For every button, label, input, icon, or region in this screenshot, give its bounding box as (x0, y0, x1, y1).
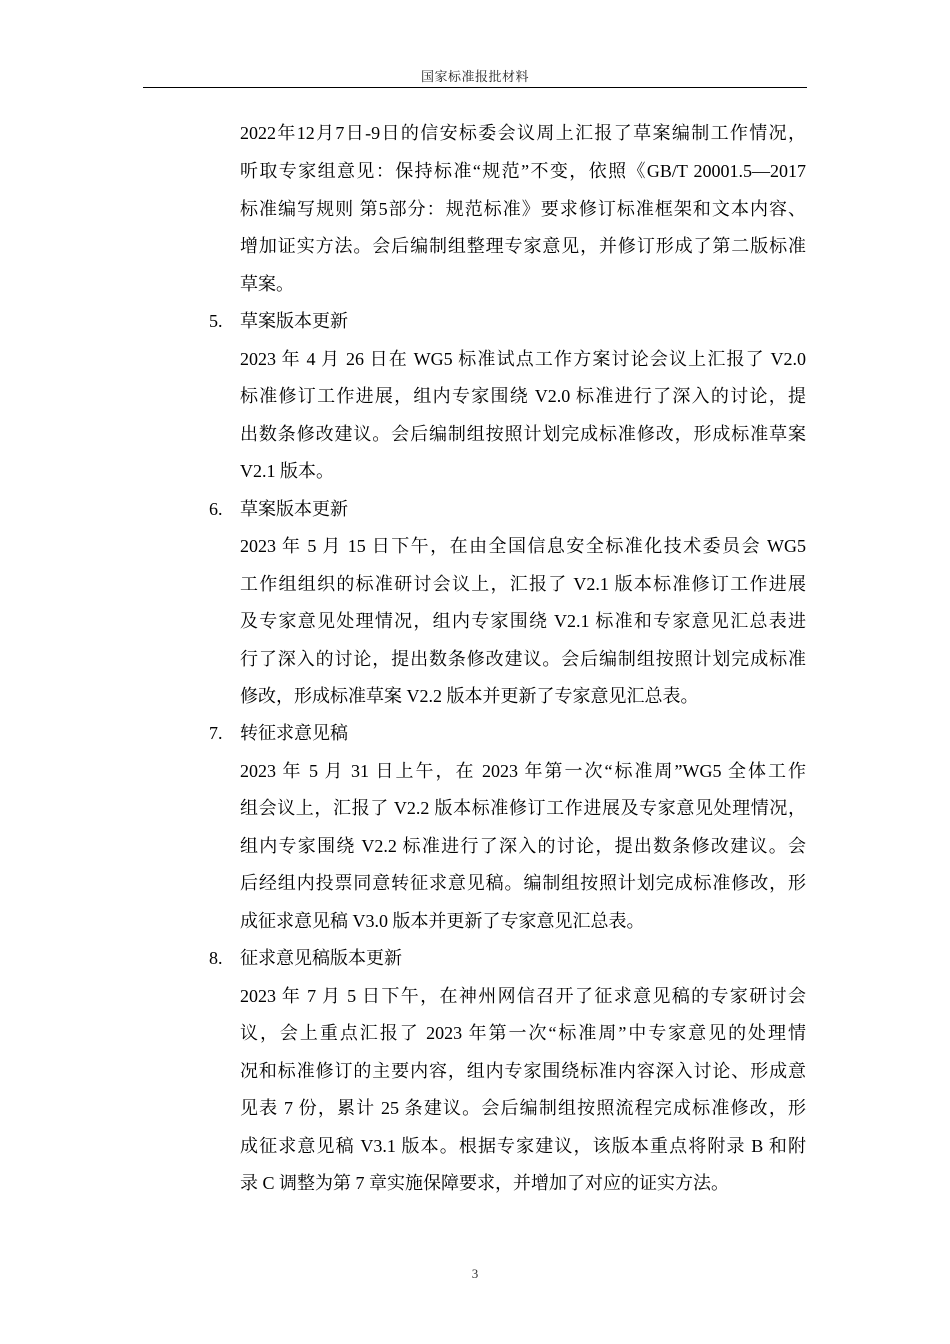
paragraph-line: 2023 年 5 月 15 日下午，在由全国信息安全标准化技术委员会 WG5 (240, 536, 806, 556)
page-number: 3 (471, 1266, 479, 1281)
paragraph-line: 2023 年 4 月 26 日在 WG5 标准试点工作方案讨论会议上汇报了 V2.0 (240, 349, 806, 369)
paragraph-line: 组会议上，汇报了 V2.2 版本标准修订工作进展及专家意见处理情况， (240, 798, 806, 818)
paragraph-line: 议，会上重点汇报了 2023 年第一次“标准周”中专家意见的处理情 (240, 1023, 806, 1043)
item-title: 草案版本更新 (240, 499, 348, 519)
paragraph-line: 成征求意见稿 V3.1 版本。根据专家建议，该版本重点将附录 B 和附 (240, 1136, 806, 1156)
item-number: 6. (209, 499, 223, 519)
item-title: 征求意见稿版本更新 (240, 948, 402, 968)
paragraph-line: 后经组内投票同意转征求意见稿。编制组按照计划完成标准修改，形 (240, 873, 806, 893)
item-number: 5. (209, 311, 223, 331)
paragraph-line: 见表 7 份，累计 25 条建议。会后编制组按照流程完成标准修改，形 (240, 1098, 806, 1118)
page-header-title: 国家标准报批材料 (420, 69, 529, 84)
item-title: 草案版本更新 (240, 311, 348, 331)
header-divider (143, 87, 807, 88)
item-title: 转征求意见稿 (240, 723, 348, 743)
paragraph-line: 标准编写规则 第5部分：规范标准》要求修订标准框架和文本内容、 (240, 199, 806, 219)
paragraph-line: V2.1 版本。 (240, 461, 334, 481)
paragraph-line: 听取专家组意见：保持标准“规范”不变，依照《GB/T 20001.5—2017 (240, 161, 806, 181)
item-number: 8. (209, 948, 223, 968)
paragraph-line: 增加证实方法。会后编制组整理专家意见，并修订形成了第二版标准 (240, 236, 806, 256)
paragraph-line: 成征求意见稿 V3.0 版本并更新了专家意见汇总表。 (240, 911, 645, 931)
paragraph-line: 工作组组织的标准研讨会议上，汇报了 V2.1 版本标准修订工作进展 (240, 574, 806, 594)
paragraph-line: 2022年12月7日-9日的信安标委会议周上汇报了草案编制工作情况， (240, 123, 806, 143)
paragraph-line: 行了深入的讨论，提出数条修改建议。会后编制组按照计划完成标准 (240, 649, 806, 669)
paragraph-line: 出数条修改建议。会后编制组按照计划完成标准修改，形成标准草案 (240, 424, 806, 444)
paragraph-line: 标准修订工作进展，组内专家围绕 V2.0 标准进行了深入的讨论，提 (240, 386, 806, 406)
paragraph-line: 录 C 调整为第 7 章实施保障要求，并增加了对应的证实方法。 (240, 1173, 730, 1193)
paragraph-line: 况和标准修订的主要内容，组内专家围绕标准内容深入讨论、形成意 (240, 1061, 806, 1081)
paragraph-line: 草案。 (240, 274, 294, 294)
paragraph-line: 修改，形成标准草案 V2.2 版本并更新了专家意见汇总表。 (240, 686, 699, 706)
paragraph-line: 组内专家围绕 V2.2 标准进行了深入的讨论，提出数条修改建议。会 (240, 836, 806, 856)
paragraph-line: 2023 年 7 月 5 日下午，在神州网信召开了征求意见稿的专家研讨会 (240, 986, 806, 1006)
paragraph-line: 2023 年 5 月 31 日上午，在 2023 年第一次“标准周”WG5 全体工作 (240, 761, 806, 781)
item-number: 7. (209, 723, 223, 743)
paragraph-line: 及专家意见处理情况，组内专家围绕 V2.1 标准和专家意见汇总表进 (240, 611, 806, 631)
